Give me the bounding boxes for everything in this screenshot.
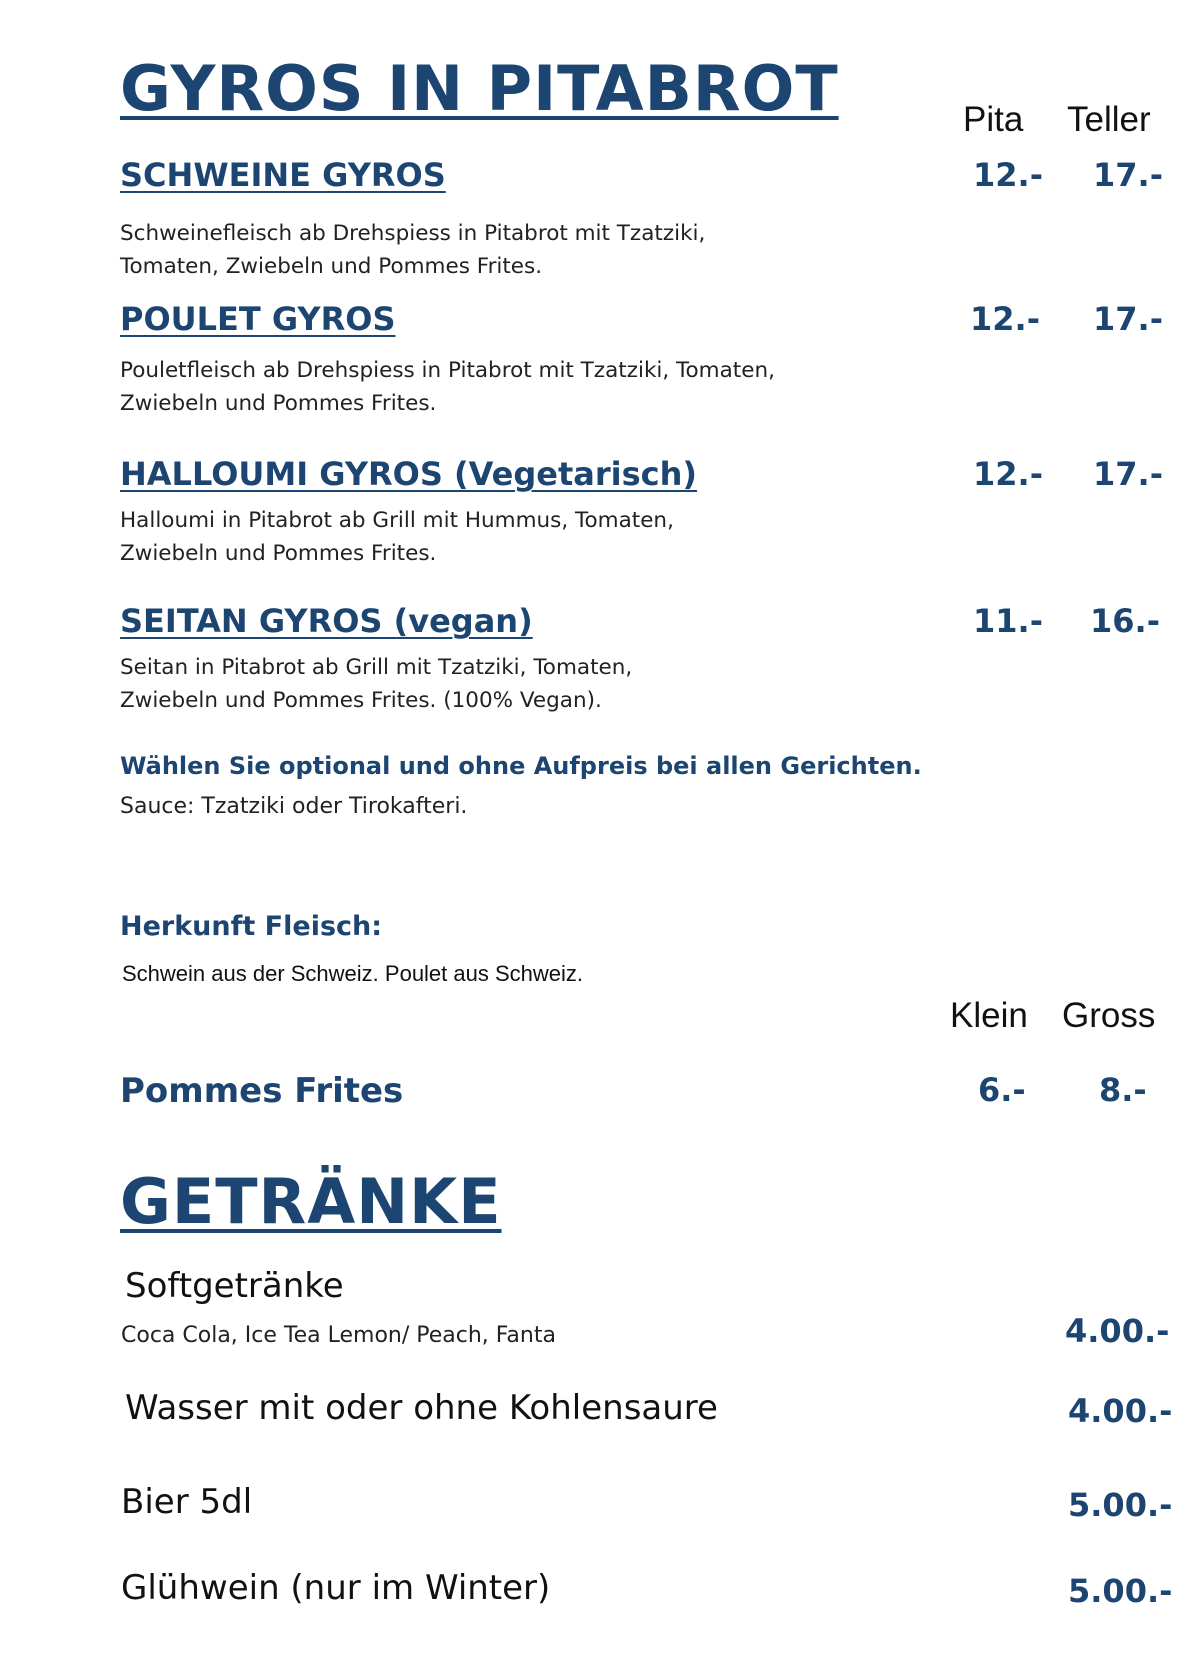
menu-item-title: POULET GYROS bbox=[120, 300, 396, 338]
drink-price: 4.00.- bbox=[1068, 1392, 1173, 1430]
meat-origin-heading: Herkunft Fleisch: bbox=[120, 911, 383, 942]
meat-origin-text: Schwein aus der Schweiz. Poulet aus Schweiz. bbox=[122, 961, 584, 986]
drink-price: 5.00.- bbox=[1068, 1572, 1173, 1610]
menu-item-description bbox=[120, 504, 674, 570]
column-header-pita: Pita bbox=[963, 100, 1024, 139]
drink-name: Glühwein (nur im Winter) bbox=[121, 1568, 551, 1608]
column-header-klein: Klein bbox=[950, 996, 1028, 1035]
drink-name: Softgetränke bbox=[125, 1266, 344, 1306]
price-gross: 8.- bbox=[1099, 1071, 1147, 1109]
option-note-text: Sauce: Tzatziki oder Tirokafteri. bbox=[120, 794, 468, 819]
price-pita: 11.- bbox=[973, 602, 1043, 640]
price-teller: 17.- bbox=[1093, 455, 1163, 493]
drink-subtext: Coca Cola, Ice Tea Lemon/ Peach, Fanta bbox=[121, 1323, 556, 1348]
drink-name: Wasser mit oder ohne Kohlensaure bbox=[125, 1388, 718, 1428]
menu-section-title-gyros: GYROS IN PITABROT bbox=[120, 52, 839, 125]
description-line: Pouletfleisch ab Drehspiess in Pitabrot mit Tzatziki, Tomaten, bbox=[120, 358, 775, 383]
menu-item-title: SCHWEINE GYROS bbox=[120, 156, 446, 194]
price-klein: 6.- bbox=[978, 1071, 1026, 1109]
drink-price: 4.00.- bbox=[1065, 1312, 1170, 1350]
drink-name: Bier 5dl bbox=[121, 1482, 253, 1522]
drink-price: 5.00.- bbox=[1068, 1486, 1173, 1524]
description-line: Zwiebeln und Pommes Frites. (100% Vegan). bbox=[120, 688, 602, 713]
price-teller: 17.- bbox=[1093, 156, 1163, 194]
price-pita: 12.- bbox=[973, 455, 1043, 493]
menu-section-title-drinks: GETRÄNKE bbox=[120, 1165, 502, 1238]
menu-item-description bbox=[120, 354, 775, 420]
description-line: Zwiebeln und Pommes Frites. bbox=[120, 541, 437, 566]
price-pita: 12.- bbox=[970, 300, 1040, 338]
column-header-teller: Teller bbox=[1067, 100, 1151, 139]
option-note-heading: Wählen Sie optional und ohne Aufpreis bei allen Gerichten. bbox=[120, 752, 922, 780]
price-teller: 17.- bbox=[1093, 300, 1163, 338]
menu-item-description bbox=[120, 217, 705, 283]
description-line: Zwiebeln und Pommes Frites. bbox=[120, 391, 437, 416]
menu-item-title: SEITAN GYROS (vegan) bbox=[120, 602, 533, 640]
description-line: Tomaten, Zwiebeln und Pommes Frites. bbox=[120, 254, 543, 279]
menu-item-description bbox=[120, 651, 632, 717]
description-line: Halloumi in Pitabrot ab Grill mit Hummus, Tomaten, bbox=[120, 508, 674, 533]
description-line: Seitan in Pitabrot ab Grill mit Tzatziki, Tomaten, bbox=[120, 655, 633, 680]
price-pita: 12.- bbox=[973, 156, 1043, 194]
menu-item-title: HALLOUMI GYROS (Vegetarisch) bbox=[120, 455, 698, 493]
price-teller: 16.- bbox=[1090, 602, 1160, 640]
description-line: Schweinefleisch ab Drehspiess in Pitabrot mit Tzatziki, bbox=[120, 221, 706, 246]
column-header-gross: Gross bbox=[1062, 996, 1156, 1035]
pommes-frites-label: Pommes Frites bbox=[120, 1071, 404, 1111]
